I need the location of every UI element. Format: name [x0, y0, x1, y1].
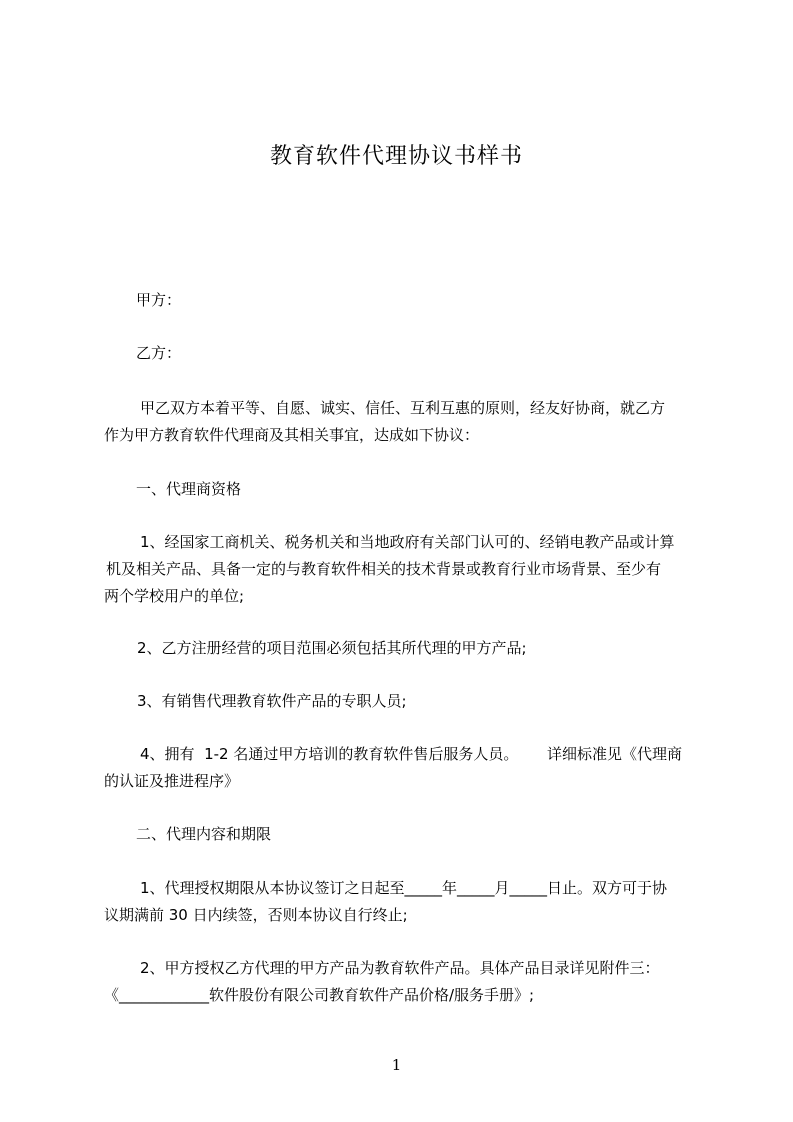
section-2-item-2-line-2: 《____________软件股份有限公司教育软件产品价格/服务手册》;: [104, 986, 535, 1004]
section-1-item-4-line-1: 4、拥有 1-2 名通过甲方培训的教育软件售后服务人员。 详细标准见《代理商: [140, 745, 682, 763]
section-1-heading: 一、代理商资格: [136, 480, 242, 498]
section-1-item-4-line-2: 的认证及推进程序》: [104, 772, 240, 790]
section-2-item-1-line-1: 1、代理授权期限从本协议签订之日起至_____年_____月_____日止。双方可于协: [140, 879, 668, 897]
page-number: 1: [391, 1056, 402, 1074]
intro-line-1: 甲乙双方本着平等、自愿、诚实、信任、互利互惠的原则，经友好协商，就乙方: [140, 399, 666, 417]
section-1-item-3: 3、有销售代理教育软件产品的专职人员;: [137, 692, 407, 710]
section-1-item-1-line-3: 两个学校用户的单位;: [104, 587, 245, 605]
section-2-heading: 二、代理内容和期限: [136, 825, 272, 843]
section-1-item-1-line-1: 1、经国家工商机关、税务机关和当地政府有关部门认可的、经销电教产品或计算: [140, 533, 675, 551]
intro-line-2: 作为甲方教育软件代理商及其相关事宜，达成如下协议：: [104, 426, 480, 444]
document-title: 教育软件代理协议书样书: [269, 144, 523, 169]
section-1-item-1-line-2: 机及相关产品、具备一定的与教育软件相关的技术背景或教育行业市场背景、至少有: [106, 560, 662, 578]
section-2-item-1-line-2: 议期满前 30 日内续签，否则本协议自行终止;: [104, 906, 408, 924]
party-b-label: 乙方：: [136, 344, 182, 362]
party-a-label: 甲方：: [136, 291, 182, 309]
section-2-item-2-line-1: 2、甲方授权乙方代理的甲方产品为教育软件产品。具体产品目录详见附件三：: [140, 959, 660, 977]
section-1-item-2: 2、乙方注册经营的项目范围必须包括其所代理的甲方产品;: [137, 639, 527, 657]
